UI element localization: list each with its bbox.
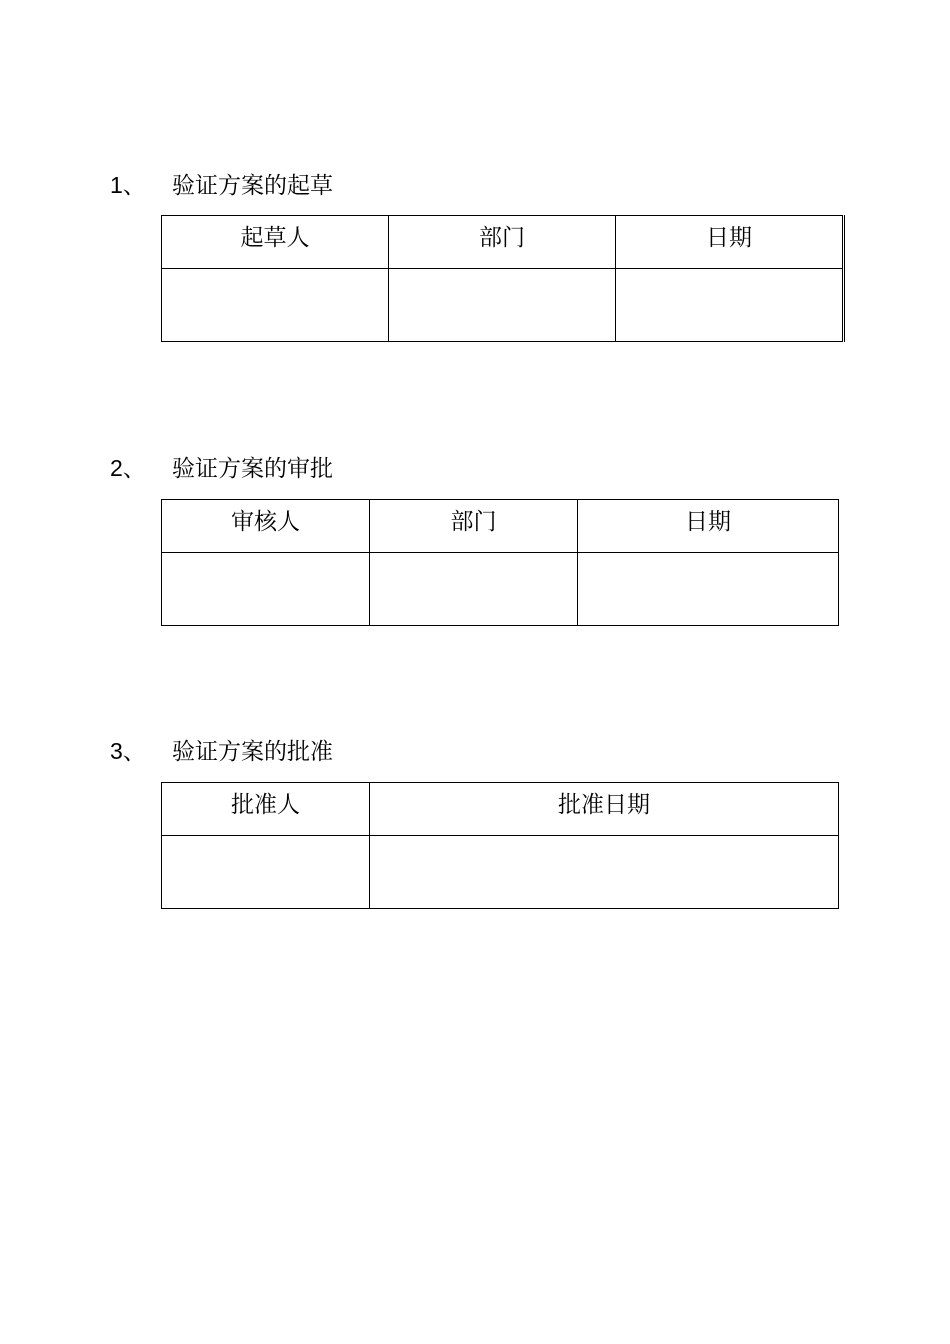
department-header: 部门 [370,500,578,553]
section-3-heading [110,736,333,766]
drafting-table-header-row [162,216,844,269]
review-table-value-row [162,553,839,626]
date-cell[interactable] [616,269,844,342]
drafting-table [161,215,845,342]
department-cell[interactable] [370,553,578,626]
date-header: 日期 [616,216,844,269]
drafter-cell[interactable] [162,269,389,342]
department-header: 部门 [389,216,616,269]
approval-table-header-row [162,783,839,836]
section-1-title: 验证方案的起草 [172,173,333,199]
drafting-table-value-row [162,269,844,342]
approver-cell[interactable] [162,836,370,909]
approval-table [161,782,839,909]
section-3-number: 3、 [110,738,146,764]
department-cell[interactable] [389,269,616,342]
drafter-header: 起草人 [162,216,389,269]
section-2-number: 2、 [110,455,146,481]
reviewer-cell[interactable] [162,553,370,626]
section-2-title: 验证方案的审批 [172,456,333,482]
date-cell[interactable] [578,553,839,626]
approver-header: 批准人 [162,783,370,836]
review-table [161,499,839,626]
date-header: 日期 [578,500,839,553]
section-1-heading [110,170,333,200]
approval-date-cell[interactable] [370,836,839,909]
section-2-heading [110,453,333,483]
approval-date-header: 批准日期 [370,783,839,836]
section-1-number: 1、 [110,172,146,198]
reviewer-header: 审核人 [162,500,370,553]
section-3-title: 验证方案的批准 [172,739,333,765]
review-table-header-row [162,500,839,553]
approval-table-value-row [162,836,839,909]
